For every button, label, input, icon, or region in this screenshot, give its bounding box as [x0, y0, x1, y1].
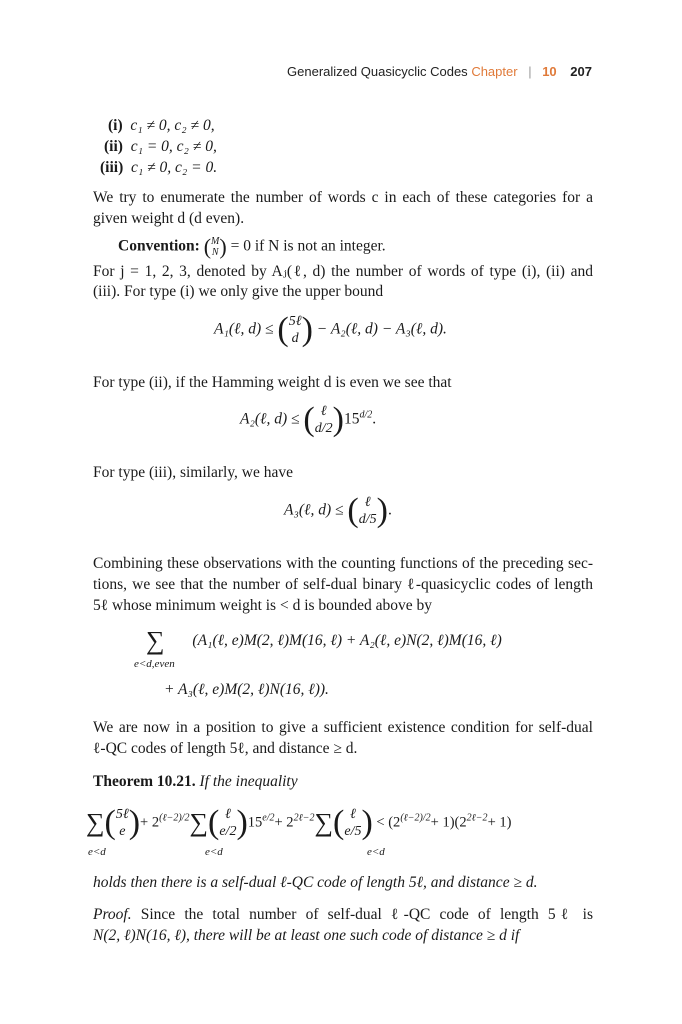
equation-4: ∑ (A₁(ℓ, e)M(2, ℓ)M(16, ℓ) + A₂(ℓ, e)N(2, ℓ)M(16, ℓ): [146, 626, 502, 655]
paragraph-line: For type (iii), similarly, we have: [93, 464, 294, 481]
running-header: [287, 64, 592, 79]
paragraph-line: given weight d (d even).: [93, 210, 245, 227]
sum-subscript: e<d: [367, 846, 385, 858]
sum-subscript: e<d,even: [134, 658, 175, 670]
equation-3: A₃(ℓ, d) ≤ ( ℓ d/5 ).: [284, 492, 392, 529]
paragraph-line: (iii). For type (i) we only give the upper bound: [93, 283, 384, 300]
header-separator: |: [528, 64, 532, 79]
sum-subscript: e<d: [205, 846, 223, 858]
theorem-conclusion: holds then there is a self-dual ℓ-QC code of length 5ℓ, and distance ≥ d.: [93, 874, 538, 891]
theorem-statement: Theorem 10.21. If the inequality: [93, 773, 298, 790]
proof-line-2: N(2, ℓ)N(16, ℓ), there will be at least one such code of distance ≥ d if: [93, 927, 520, 944]
equation-4-line-2: + A₃(ℓ, e)M(2, ℓ)N(16, ℓ)).: [164, 681, 329, 698]
convention: Convention: ( M N ) = 0 if N is not an integer.: [118, 234, 386, 259]
paragraph-line: 5ℓ whose minimum weight is < d is bounded above by: [93, 597, 433, 614]
sum-symbol: ∑: [146, 626, 165, 655]
paragraph-line: For j = 1, 2, 3, denoted by Aⱼ(ℓ, d) the number of words of type (i), (ii) and: [93, 263, 593, 280]
paragraph-line: ℓ-QC codes of length 5ℓ, and distance ≥ d.: [93, 740, 358, 757]
equation-1: A₁(ℓ, d) ≤ ( 5ℓ d ) − A₂(ℓ, d) − A₃(ℓ, d).: [214, 311, 447, 348]
header-chapter-label: Chapter: [471, 64, 518, 79]
case-iii: (iii) c₁ ≠ 0, c₂ = 0.: [100, 159, 218, 176]
paragraph-line: We are now in a position to give a sufficient existence condition for self-dual: [93, 719, 593, 736]
paragraph-line: tions, we see that the number of self-dual binary ℓ-quasicyclic codes of length: [93, 576, 593, 593]
proof-line-1: Proof. Since the total number of self-dual ℓ-QC code of length 5ℓ is: [93, 906, 594, 923]
header-chapter-number: 10: [542, 64, 557, 79]
case-ii: (ii) c₁ = 0, c₂ ≠ 0,: [104, 138, 217, 155]
equation-2: A₂(ℓ, d) ≤ ( ℓ d/2 )$15^{d/2}$.: [240, 401, 377, 438]
sum-subscript: e<d: [88, 846, 106, 858]
page-number: 207: [570, 64, 592, 79]
header-title: Generalized Quasicyclic Codes: [287, 64, 468, 79]
case-i: (i) c₁ ≠ 0, c₂ ≠ 0,: [108, 117, 215, 134]
paragraph-line: We try to enumerate the number of words c in each of these categories for a: [93, 189, 593, 206]
equation-5: ∑( 5ℓ e )+ $2^{(\ell-2)/2}\sum$( ℓ e/2 )$15^{e/2}+ 2^{2\ell-2}\sum$( ℓ e/5 ) < $(2^{(\ell-2)/2}+ 1)(2^{2\ell-2}+ 1)$: [86, 804, 512, 841]
paragraph-line: Combining these observations with the counting functions of the preceding sec-: [93, 555, 593, 572]
paragraph-line: For type (ii), if the Hamming weight d is even we see that: [93, 374, 452, 391]
